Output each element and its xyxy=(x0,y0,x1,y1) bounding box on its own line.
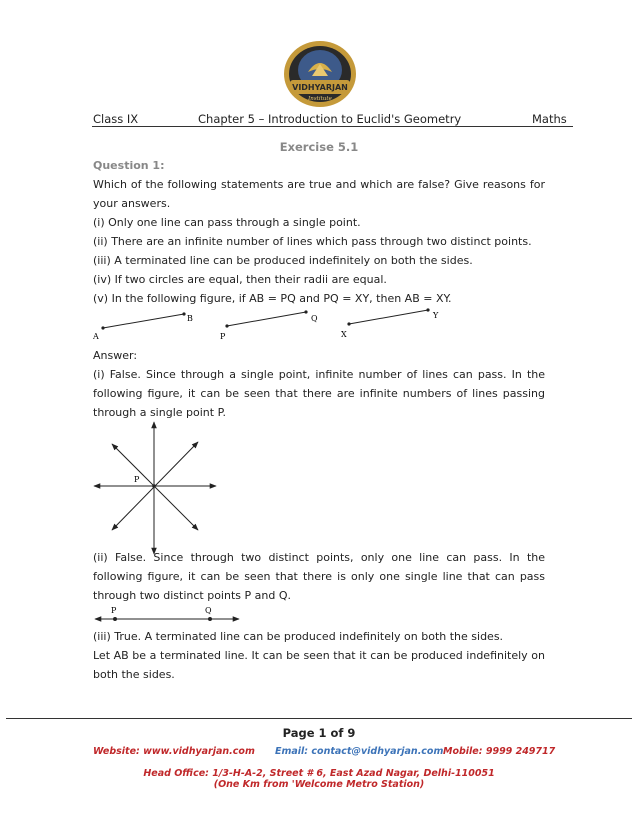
answer-part-ii: (ii) False. Since through two distinct points, only one line can pass. In the following figure, it can be seen that there is only one single line that can pass through two distinct points P and Q. xyxy=(93,551,545,603)
question-heading: Question 1: xyxy=(93,159,165,172)
label-p: P xyxy=(111,606,117,615)
label-q: Q xyxy=(205,606,212,615)
header-subject: Maths xyxy=(532,112,567,126)
exercise-title: Exercise 5.1 xyxy=(279,140,359,154)
point-y xyxy=(426,308,429,311)
question-item: (iv) If two circles are equal, then their radii are equal. xyxy=(93,273,387,286)
point-a xyxy=(101,326,104,329)
label-p: P xyxy=(220,332,226,341)
header-class: Class IX xyxy=(93,112,139,126)
lines-through-point-figure xyxy=(90,418,220,558)
point-x xyxy=(347,322,350,325)
label-b: B xyxy=(187,314,193,323)
question-intro: Which of the following statements are true and which are false? Give reasons for your answers. xyxy=(93,178,545,211)
answer-part-iii-detail: Let AB be a terminated line. It can be seen that it can be produced indefinitely on both the sides. xyxy=(93,649,545,682)
point-q xyxy=(208,617,212,621)
footer-website[interactable]: Website: www.vidhyarjan.com xyxy=(93,746,255,757)
footer-office-note: (One Km from 'Welcome Metro Station) xyxy=(213,779,425,790)
vidhyarjan-logo xyxy=(282,40,358,108)
page-number: Page 1 of 9 xyxy=(282,726,356,740)
answer-heading: Answer: xyxy=(93,349,138,362)
question-item: (ii) There are an infinite number of lines which pass through two distinct points. xyxy=(93,235,532,248)
point-q xyxy=(304,310,307,313)
point-b xyxy=(182,312,185,315)
segment-xy xyxy=(349,310,428,324)
point-p xyxy=(225,324,228,327)
label-y: Y xyxy=(433,311,439,320)
point-p xyxy=(152,484,156,488)
line-pq-figure xyxy=(93,604,243,628)
segment-pq xyxy=(227,312,306,326)
logo-text: VIDHYARJAN xyxy=(292,83,348,92)
point-p xyxy=(113,617,117,621)
header-rule xyxy=(92,126,573,127)
footer-rule xyxy=(6,718,632,719)
answer-part-i: (i) False. Since through a single point, infinite number of lines can pass. In the following figure, it can be seen that there are infinite numbers of lines passing through a single point P. xyxy=(93,368,545,420)
label-p: P xyxy=(134,475,140,484)
logo-subtext: Institute xyxy=(308,96,332,102)
label-a: A xyxy=(93,332,99,341)
segment-ab xyxy=(103,314,184,328)
label-q: Q xyxy=(311,314,318,323)
question-item: (i) Only one line can pass through a single point. xyxy=(93,216,361,229)
footer-email[interactable]: Email: contact@vidhyarjan.com xyxy=(275,746,444,757)
answer-part-iii: (iii) True. A terminated line can be produced indefinitely on both the sides. xyxy=(93,630,504,643)
footer-office: Head Office: 1/3-H-A-2, Street # 6, East Azad Nagar, Delhi-110051 xyxy=(143,768,495,779)
segments-figure xyxy=(93,306,453,342)
question-item: (v) In the following figure, if AB = PQ and PQ = XY, then AB = XY. xyxy=(93,292,452,305)
header-chapter: Chapter 5 – Introduction to Euclid's Geometry xyxy=(198,112,462,126)
footer-mobile: Mobile: 9999 249717 xyxy=(443,746,556,757)
label-x: X xyxy=(341,330,347,339)
question-item: (iii) A terminated line can be produced indefinitely on both the sides. xyxy=(93,254,473,267)
